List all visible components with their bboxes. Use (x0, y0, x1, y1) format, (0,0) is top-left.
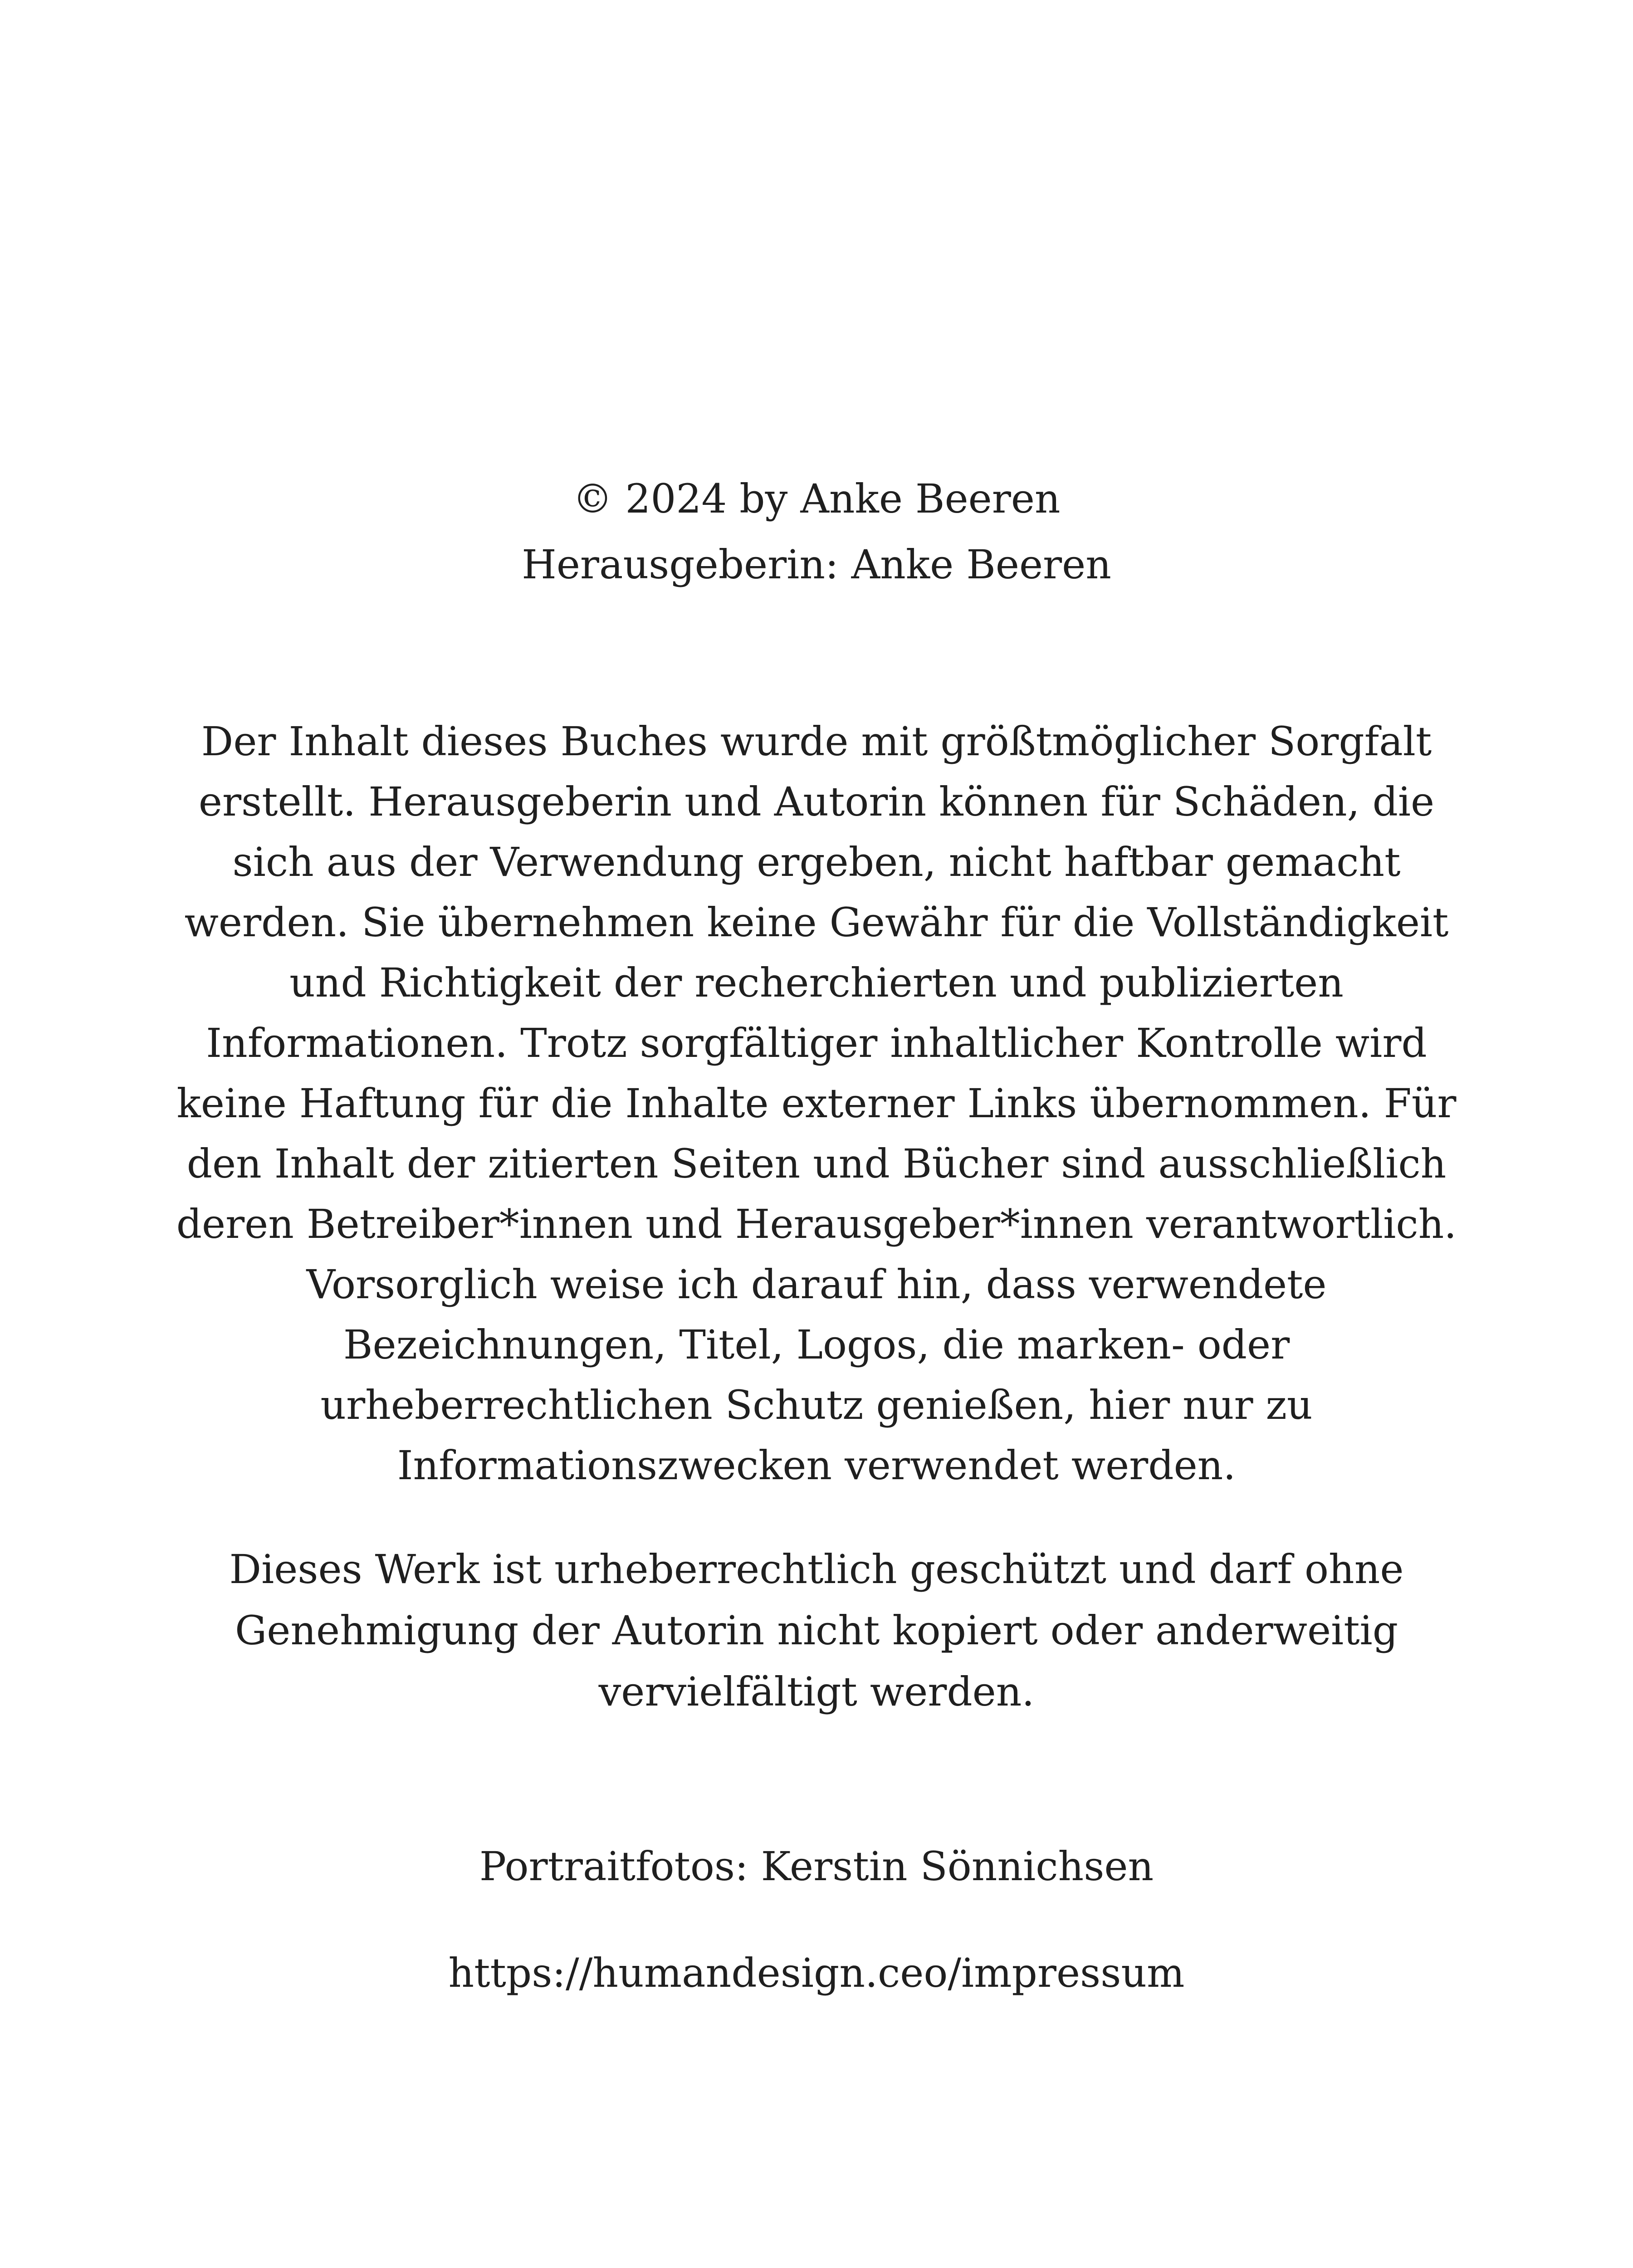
impressum-link[interactable]: https://humandesign.ceo/impressum (448, 1950, 1185, 1996)
disclaimer-line: deren Betreiber*innen und Herausgeber*innen verantwortlich. (176, 1201, 1457, 1247)
publisher-line: Herausgeberin: Anke Beeren (522, 541, 1111, 588)
notice-line: vervielfältigt werden. (598, 1668, 1035, 1715)
disclaimer-line: Informationszwecken verwendet werden. (397, 1442, 1236, 1489)
disclaimer-line: Informationen. Trotz sorgfältiger inhaltlicher Kontrolle wird (206, 1020, 1427, 1066)
disclaimer-line: urheberrechtlichen Schutz genießen, hier nur zu (320, 1382, 1313, 1428)
copyright-line: © 2024 by Anke Beeren (572, 475, 1061, 522)
disclaimer-line: werden. Sie übernehmen keine Gewähr für die Vollständigkeit (184, 899, 1449, 946)
disclaimer-line: sich aus der Verwendung ergeben, nicht haftbar gemacht (232, 839, 1401, 885)
disclaimer-line: und Richtigkeit der recherchierten und publizierten (289, 959, 1344, 1006)
notice-line: Dieses Werk ist urheberrechtlich geschützt und darf ohne (229, 1546, 1404, 1593)
notice-line: Genehmigung der Autorin nicht kopiert oder anderweitig (235, 1607, 1398, 1654)
disclaimer-line: den Inhalt der zitierten Seiten und Bücher sind ausschließlich (186, 1140, 1447, 1187)
disclaimer-line: keine Haftung für die Inhalte externer Links übernommen. Für (176, 1080, 1457, 1127)
disclaimer-line: erstellt. Herausgeberin und Autorin können für Schäden, die (198, 778, 1435, 825)
disclaimer-line: Bezeichnungen, Titel, Logos, die marken- oder (343, 1321, 1290, 1368)
disclaimer-line: Vorsorglich weise ich darauf hin, dass verwendete (306, 1261, 1327, 1308)
photo-credit: Portraitfotos: Kerstin Sönnichsen (479, 1843, 1154, 1890)
disclaimer-line: Der Inhalt dieses Buches wurde mit größtmöglicher Sorgfalt (201, 718, 1432, 765)
